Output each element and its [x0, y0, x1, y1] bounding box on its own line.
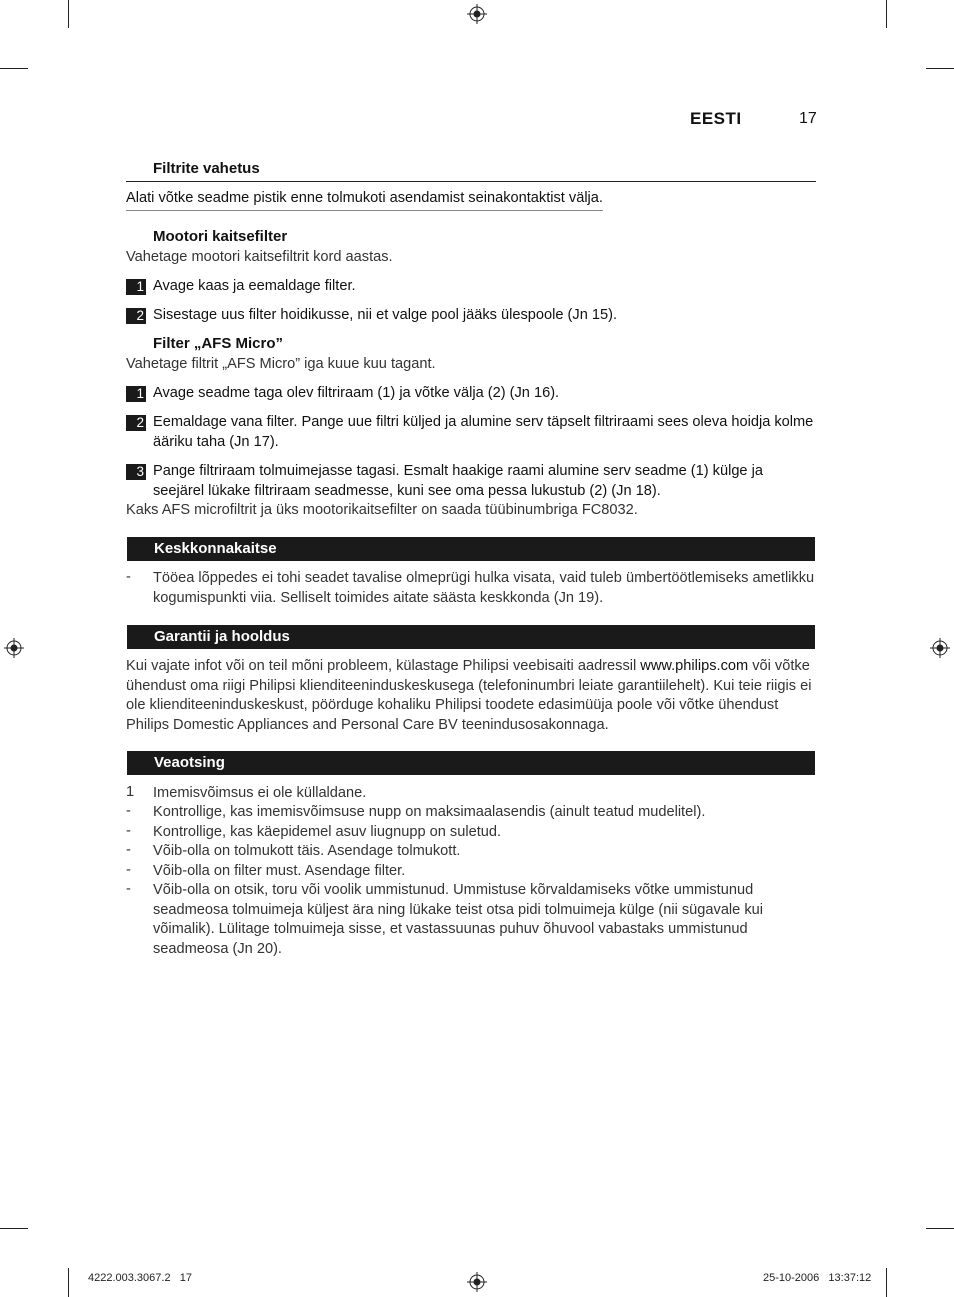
section-bar-guarantee — [127, 625, 815, 649]
environment-text: Tööea lõppedes ei tohi seadet tavalise olmeprügi hulka visata, vaid tuleb ümbertöötlemiseks ametlikku kogumispunkti viia. Selliselt toimides aitate säästa keskkonda (Jn 19). — [153, 570, 815, 606]
crop-mark — [886, 1268, 887, 1297]
guarantee-text-before: Kui vajate infot või on teil mõni probleem, külastage Philipsi veebisaiti aadressil — [126, 658, 641, 674]
section-title-guarantee: Garantii ja hooldus — [154, 628, 290, 645]
step-text: Pange filtriraam tolmuimejasse tagasi. Esmalt haakige raami alumine serv seadme (1) külge ja seejärel lükake filtriraam seadmesse, kuni see oma pessa lukustub (2) (Jn 18). — [153, 463, 763, 499]
problem-number: 1 — [126, 784, 135, 800]
step-text: Eemaldage vana filter. Pange uue filtri küljed ja alumine serv täpselt filtriraami sees oleva hoidja kolme ääriku taha (Jn 17). — [153, 414, 814, 450]
crop-mark — [886, 0, 887, 28]
list-dash: - — [126, 862, 131, 878]
step-text: Avage seadme taga olev filtriraam (1) ja võtke välja (2) (Jn 16). — [153, 385, 560, 401]
afs-filter-note: Kaks AFS microfiltrit ja üks mootorikaitsefilter on saada tüübinumbriga FC8032. — [126, 502, 638, 518]
list-dash: - — [126, 823, 131, 839]
crop-mark — [926, 1228, 954, 1229]
list-dash: - — [126, 569, 131, 585]
list-item: Kontrollige, kas käepidemel asuv liugnupp on suletud. — [153, 824, 502, 840]
problem-text: Imemisvõimsus ei ole küllaldane. — [153, 785, 367, 801]
registration-mark-icon — [467, 4, 487, 24]
section-bar-environment — [127, 537, 815, 561]
list-item: Võib-olla on tolmukott täis. Asendage tolmukott. — [153, 843, 461, 859]
subsection-title-afs-filter: Filter „AFS Micro” — [153, 335, 284, 352]
subsection-title-motor-filter: Mootori kaitsefilter — [153, 228, 288, 245]
list-dash: - — [126, 803, 131, 819]
motor-filter-intro: Vahetage mootori kaitsefiltrit kord aastas. — [126, 249, 393, 265]
list-dash: - — [126, 842, 131, 858]
footer-doc-number: 4222.003.3067.2 17 — [88, 1272, 192, 1284]
list-item: Võib-olla on filter must. Asendage filter. — [153, 863, 406, 879]
list-item: Kontrollige, kas imemisvõimsuse nupp on maksimaalasendis (ainult teatud mudelitel). — [153, 804, 706, 820]
section-bar-troubleshooting — [127, 751, 815, 775]
step-number: 2 — [126, 415, 146, 431]
crop-mark — [0, 1228, 28, 1229]
afs-filter-intro: Vahetage filtrit „AFS Micro” iga kuue kuu tagant. — [126, 356, 436, 372]
crop-mark — [926, 68, 954, 69]
crop-mark — [68, 1268, 69, 1297]
registration-mark-icon — [467, 1272, 487, 1292]
philips-link[interactable]: www.philips.com — [640, 658, 749, 674]
guarantee-text-after: või võtke ühendust oma riigi Philipsi klienditeeninduskeskusega (telefoninumbri leiate garantiilehelt). Kui teie riigis ei ole klienditeeninduskeskust, pöörduge kohaliku Philipsi toodete edasimüüja poole või võtke ühendust Philips Domestic Appliances and Personal Care BV teenindusosakonnaga. — [126, 658, 812, 733]
step-number: 1 — [126, 386, 146, 402]
step-text: Avage kaas ja eemaldage filter. — [153, 278, 356, 294]
registration-mark-icon — [930, 638, 950, 658]
section-title-troubleshooting: Veaotsing — [154, 754, 225, 771]
section-rule — [126, 181, 816, 182]
step-text: Sisestage uus filter hoidikusse, nii et valge pool jääks ülespoole (Jn 15). — [153, 307, 618, 323]
crop-mark — [68, 0, 69, 28]
warning-text: Alati võtke seadme pistik enne tolmukoti asendamist seinakontaktist välja. — [126, 189, 603, 211]
footer-timestamp: 25-10-2006 13:37:12 — [763, 1272, 872, 1284]
section-title-environment: Keskkonnakaitse — [154, 540, 277, 557]
crop-mark — [0, 68, 28, 69]
registration-mark-icon — [4, 638, 24, 658]
guarantee-text — [126, 657, 816, 735]
list-item: Võib-olla on otsik, toru või voolik ummistunud. Ummistuse kõrvaldamiseks võtke ummistunud seadmeosa tolmuimeja küljest ära ning lükake teist otsa pidi tolmuimeja külge (nii sügavale kui võimalik). Lülitage tolmuimeja sisse, et vastassuunas puhuv õhuvool vabastaks ummistunud seadmeosa (Jn 20). — [153, 882, 764, 957]
step-number: 3 — [126, 464, 146, 480]
language-label: EESTI — [690, 109, 742, 128]
step-number: 2 — [126, 308, 146, 324]
section-title-filter-change: Filtrite vahetus — [153, 160, 260, 177]
page-number: 17 — [799, 110, 817, 127]
list-dash: - — [126, 881, 131, 897]
step-number: 1 — [126, 279, 146, 295]
